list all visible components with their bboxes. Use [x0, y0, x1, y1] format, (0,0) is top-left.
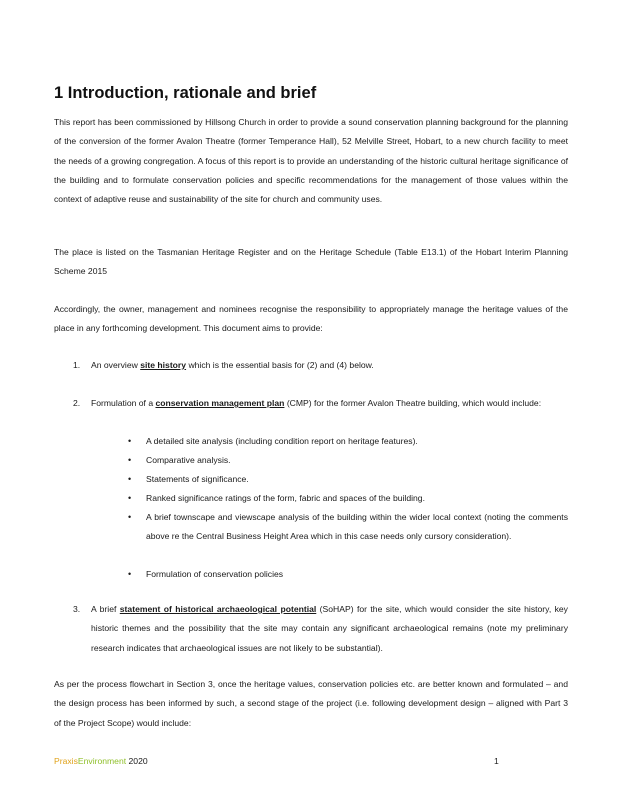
bullet-icon: •: [128, 512, 132, 522]
footer-year: 2020: [126, 756, 148, 766]
list-number-3: 3.: [73, 604, 81, 614]
footer-brand: [54, 754, 148, 768]
bullet-item: A detailed site analysis (including condition report on heritage features).: [146, 436, 418, 446]
process-paragraph: As per the process flowchart in Section 3, once the heritage values, conservation policies etc. are better known and formulated – and the design process has been informed by such, a second stage of the project (i.e. following development design – aligned with Part 3 of the Project Scope) would include:: [54, 679, 568, 728]
site-history-link[interactable]: site history: [140, 360, 187, 370]
listing-paragraph: The place is listed on the Tasmanian Heritage Register and on the Heritage Schedule (Table E13.1) of the Hobart Interim Planning Scheme 2015: [54, 247, 568, 277]
list-item-text: An overview: [91, 360, 141, 370]
archaeological-potential-link[interactable]: statement of historical archaeological potential: [119, 604, 317, 614]
intro-paragraph: This report has been commissioned by Hillsong Church in order to provide a sound conservation planning background for the planning of the conversion of the former Avalon Theatre (former Temperance Hall), 52 Melville Street, Hobart, to a new church facility to meet the needs of a growing congregation. A focus of this report is to provide an understanding of the historic cultural heritage significance of the building and to formulate conservation policies and specific recommendations for the management of those values within the context of adaptive reuse and sustainability of the site for church and community uses.: [54, 117, 568, 205]
bullet-icon: •: [128, 493, 132, 503]
bullet-item: Ranked significance ratings of the form, fabric and spaces of the building.: [146, 493, 425, 503]
brand-praxis: Praxis: [54, 756, 78, 766]
list-item-text: A brief: [91, 604, 120, 614]
list-number-2: 2.: [73, 398, 81, 408]
aims-paragraph: Accordingly, the owner, management and nominees recognise the responsibility to appropriately manage the heritage values of the place in any forthcoming development. This document aims to provide:: [54, 304, 568, 334]
bullet-item: Comparative analysis.: [146, 455, 231, 465]
list-item-text: (CMP) for the former Avalon Theatre building, which would include:: [284, 398, 542, 408]
list-item-sohap: [91, 600, 568, 658]
bullet-item: Statements of significance.: [146, 474, 249, 484]
list-item-text: (SoHAP) for the site, which would consider the site history, key historic themes and the possibility that the site may contain any significant archaeological remains (note my preliminary research indicates that archaeological issues are not likely to be substantial).: [91, 604, 568, 653]
list-item-cmp: [91, 394, 568, 413]
bullet-icon: •: [128, 569, 132, 579]
list-number-1: 1.: [73, 360, 81, 370]
conservation-management-plan-link[interactable]: conservation management plan: [155, 398, 285, 408]
bullet-icon: •: [128, 474, 132, 484]
list-item-site-history: [91, 356, 568, 375]
list-item-text: which is the essential basis for (2) and (4) below.: [186, 360, 374, 370]
section-heading: 1 Introduction, rationale and brief: [54, 84, 317, 102]
page-number: 1: [494, 756, 499, 766]
bullet-icon: •: [128, 436, 132, 446]
bullet-icon: •: [128, 455, 132, 465]
list-item-text: Formulation of a: [91, 398, 156, 408]
bullet-item: Formulation of conservation policies: [146, 569, 284, 579]
brand-environment: Environment: [77, 756, 127, 766]
bullet-item: A brief townscape and viewscape analysis of the building within the wider local context (noting the comments above re the Central Business Height Area which in this case needs only cursory consideration).: [146, 512, 568, 542]
